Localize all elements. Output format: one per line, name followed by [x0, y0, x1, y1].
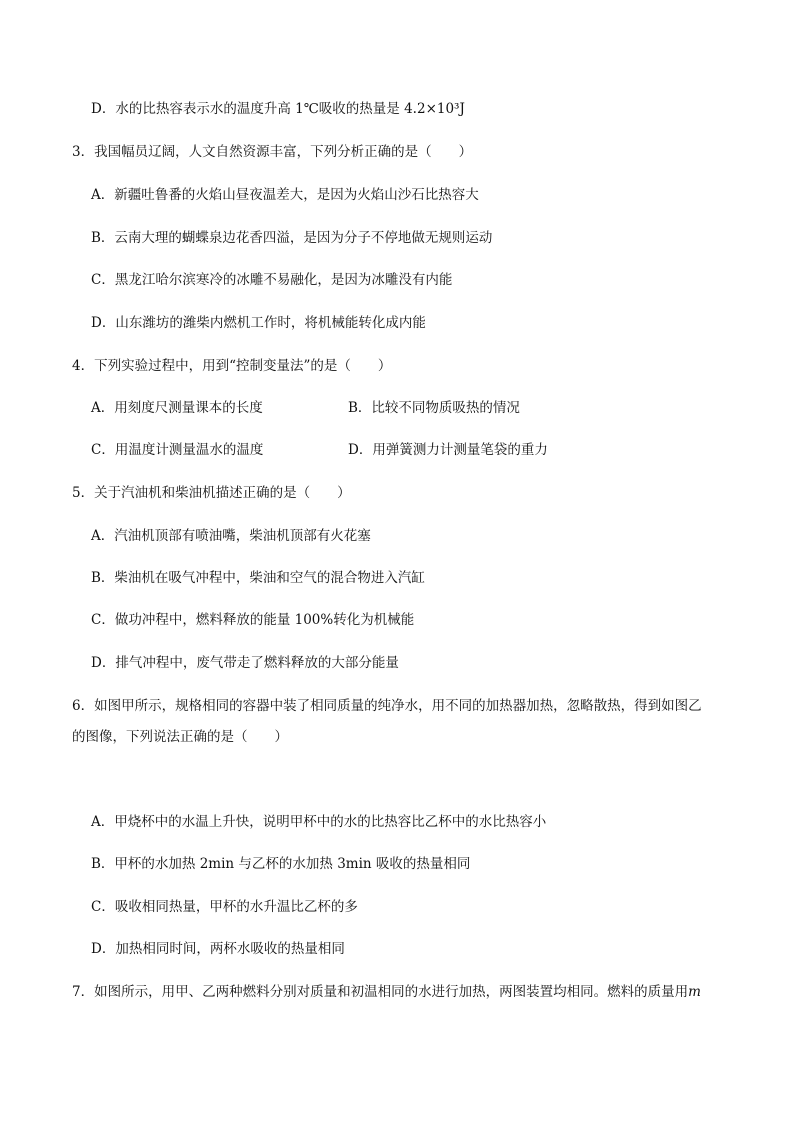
question-7-stem [72, 982, 701, 1002]
q6-option-d: D．加热相同时间，两杯水吸收的热量相同 [91, 941, 345, 957]
q6-option-a: A．甲烧杯中的水温上升快，说明甲杯中的水的比热容比乙杯中的水比热容小 [91, 814, 547, 830]
question-7-text: 7．如图所示，用甲、乙两种燃料分别对质量和初温相同的水进行加热，两图装置均相同。燃料的质量用 [72, 984, 689, 1000]
q5-option-b: B．柴油机在吸气冲程中，柴油和空气的混合物进入汽缸 [91, 570, 425, 586]
mass-variable: m [688, 984, 701, 1000]
question-4-stem: 4．下列实验过程中，用到“控制变量法”的是（ ） [72, 358, 392, 374]
q4-option-b: B．比较不同物质吸热的情况 [348, 400, 520, 416]
q3-option-c: C．黑龙江哈尔滨寒冷的冰雕不易融化，是因为冰雕没有内能 [91, 272, 453, 288]
question-6-stem-line-2: 的图像，下列说法正确的是（ ） [72, 729, 288, 745]
q4-option-d: D．用弹簧测力计测量笔袋的重力 [348, 442, 548, 458]
q5-option-c: C．做功冲程中，燃料释放的能量 100%转化为机械能 [91, 612, 415, 628]
q4-option-a: A．用刻度尺测量课本的长度 [91, 400, 263, 416]
q3-option-a: A．新疆吐鲁番的火焰山昼夜温差大，是因为火焰山沙石比热容大 [91, 187, 479, 203]
q5-option-d: D．排气冲程中，废气带走了燃料释放的大部分能量 [91, 655, 399, 671]
question-6-stem-line-1: 6．如图甲所示，规格相同的容器中装了相同质量的纯净水，用不同的加热器加热，忽略散热，得到如图乙 [72, 698, 702, 714]
q5-option-a: A．汽油机顶部有喷油嘴，柴油机顶部有火花塞 [91, 528, 371, 544]
q3-option-b: B．云南大理的蝴蝶泉边花香四溢，是因为分子不停地做无规则运动 [91, 230, 493, 246]
q6-option-b: B．甲杯的水加热 2min 与乙杯的水加热 3min 吸收的热量相同 [91, 856, 471, 872]
q3-option-d: D．山东潍坊的潍柴内燃机工作时，将机械能转化成内能 [91, 315, 426, 331]
question-5-stem: 5．关于汽油机和柴油机描述正确的是（ ） [72, 485, 351, 501]
q6-option-c: C．吸收相同热量，甲杯的水升温比乙杯的多 [91, 899, 358, 915]
question-3-stem: 3．我国幅员辽阔，人文自然资源丰富，下列分析正确的是（ ） [72, 144, 473, 160]
q2-option-d: D．水的比热容表示水的温度升高 1℃吸收的热量是 4.2×10³J [91, 101, 465, 117]
q4-option-c: C．用温度计测量温水的温度 [91, 442, 264, 458]
